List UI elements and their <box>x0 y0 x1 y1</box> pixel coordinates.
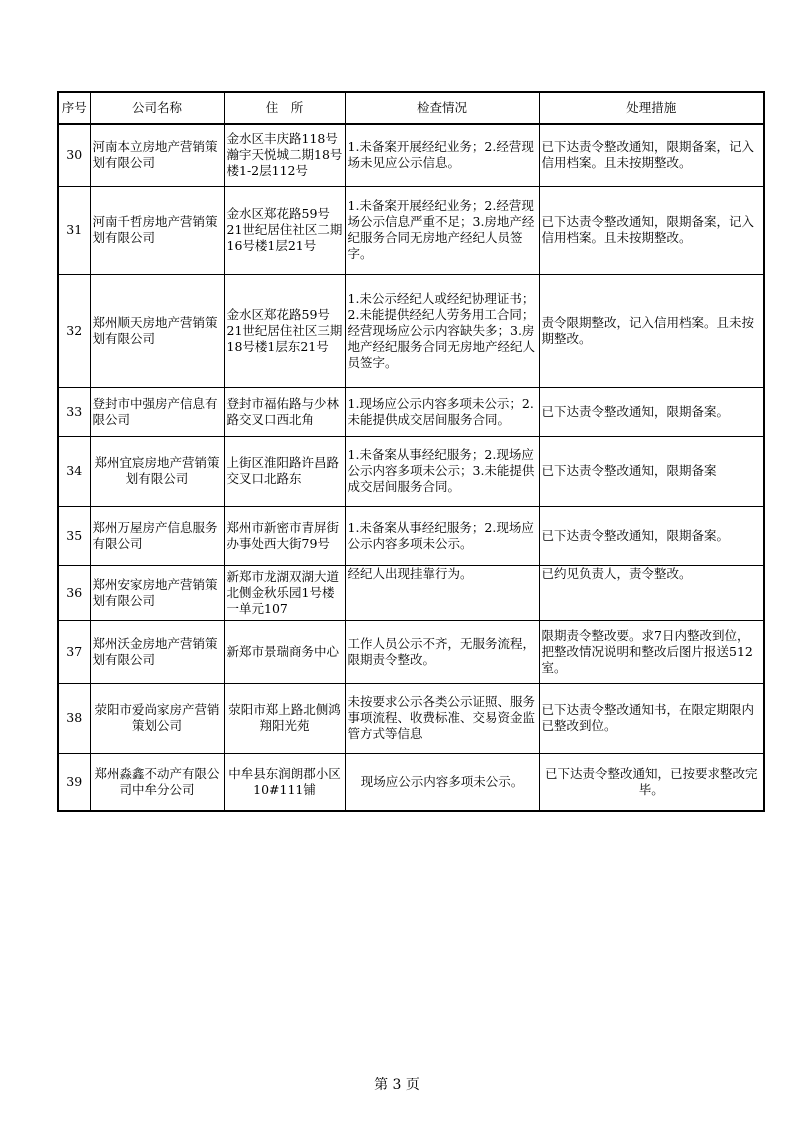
table-row <box>58 387 764 436</box>
row-company-name: 河南千哲房地产营销策划有限公司 <box>90 186 224 274</box>
table-row <box>58 565 764 620</box>
header-measures: 处理措施 <box>539 92 764 124</box>
row-measures: 已下达责令整改通知，限期备案 <box>539 436 764 506</box>
row-company-name: 郑州宜宸房地产营销策划有限公司 <box>90 436 224 506</box>
row-company-name: 郑州安家房地产营销策划有限公司 <box>90 565 224 620</box>
row-seq: 35 <box>58 506 90 565</box>
table-row <box>58 506 764 565</box>
page-number: 第 3 页 <box>374 1077 420 1093</box>
row-inspection: 1.未备案开展经纪业务；2.经营现场公示信息严重不足；3.房地产经纪服务合同无房地产经纪人员签字。 <box>345 186 539 274</box>
row-address: 登封市福佑路与少林路交叉口西北角 <box>224 387 345 436</box>
header-seq: 序号 <box>58 92 90 124</box>
table-row <box>58 274 764 387</box>
row-inspection: 1.未备案从事经纪服务；2.现场应公示内容多项未公示；3.未能提供成交居间服务合同。 <box>345 436 539 506</box>
header-address: 住 所 <box>224 92 345 124</box>
row-seq: 33 <box>58 387 90 436</box>
row-inspection: 工作人员公示不齐，无服务流程，限期责令整改。 <box>345 620 539 683</box>
row-measures: 已下达责令整改通知，限期备案，记入信用档案。且未按期整改。 <box>539 124 764 186</box>
row-inspection: 1.现场应公示内容多项未公示；2.未能提供成交居间服务合同。 <box>345 387 539 436</box>
row-seq: 30 <box>58 124 90 186</box>
row-company-name: 郑州沃金房地产营销策划有限公司 <box>90 620 224 683</box>
row-company-name: 郑州顺天房地产营销策划有限公司 <box>90 274 224 387</box>
row-address: 金水区郑花路59号21世纪居住社区二期16号楼1层21号 <box>224 186 345 274</box>
row-measures: 限期责令整改要。求7日内整改到位，把整改情况说明和整改后图片报送512室。 <box>539 620 764 683</box>
header-inspection: 检查情况 <box>345 92 539 124</box>
row-inspection: 1.未备案开展经纪业务；2.经营现场未见应公示信息。 <box>345 124 539 186</box>
row-measures: 已下达责令整改通知，限期备案，记入信用档案。且未按期整改。 <box>539 186 764 274</box>
row-address: 郑州市新密市青屏街办事处西大街79号 <box>224 506 345 565</box>
row-seq: 37 <box>58 620 90 683</box>
row-measures: 已约见负责人，责令整改。 <box>539 565 764 620</box>
inspection-table <box>57 91 765 812</box>
row-inspection: 1.未公示经纪人或经纪协理证书；2.未能提供经纪人劳务用工合同；经营现场应公示内容缺失多；3.房地产经纪服务合同无房地产经纪人员签字。 <box>345 274 539 387</box>
table-row <box>58 124 764 186</box>
header-company-name: 公司名称 <box>90 92 224 124</box>
row-inspection: 经纪人出现挂靠行为。 <box>345 565 539 620</box>
row-company-name: 登封市中强房产信息有限公司 <box>90 387 224 436</box>
row-measures: 已下达责令整改通知，限期备案。 <box>539 387 764 436</box>
row-address: 上街区淮阳路许昌路交叉口北路东 <box>224 436 345 506</box>
row-inspection: 未按要求公示各类公示证照、服务事项流程、收费标准、交易资金监管方式等信息 <box>345 683 539 753</box>
row-seq: 31 <box>58 186 90 274</box>
row-seq: 36 <box>58 565 90 620</box>
table-header-row <box>58 92 764 124</box>
row-company-name: 荥阳市爱尚家房产营销策划公司 <box>90 683 224 753</box>
row-seq: 34 <box>58 436 90 506</box>
row-measures: 已下达责令整改通知，已按要求整改完毕。 <box>539 753 764 811</box>
table-row <box>58 186 764 274</box>
table-row <box>58 683 764 753</box>
row-address: 新郑市龙湖双湖大道北侧金秋乐园1号楼一单元107 <box>224 565 345 620</box>
row-company-name: 郑州万屋房产信息服务有限公司 <box>90 506 224 565</box>
row-company-name: 河南本立房地产营销策划有限公司 <box>90 124 224 186</box>
row-measures: 责令限期整改，记入信用档案。且未按期整改。 <box>539 274 764 387</box>
row-company-name: 郑州淼鑫不动产有限公司中牟分公司 <box>90 753 224 811</box>
row-measures: 已下达责令整改通知，限期备案。 <box>539 506 764 565</box>
row-address: 金水区郑花路59号21世纪居住社区三期18号楼1层东21号 <box>224 274 345 387</box>
row-address: 中牟县东润朗郡小区10#111铺 <box>224 753 345 811</box>
row-inspection: 1.未备案从事经纪服务；2.现场应公示内容多项未公示。 <box>345 506 539 565</box>
table-row <box>58 620 764 683</box>
row-measures: 已下达责令整改通知书，在限定期限内已整改到位。 <box>539 683 764 753</box>
row-inspection: 现场应公示内容多项未公示。 <box>345 753 539 811</box>
table-row <box>58 436 764 506</box>
row-address: 金水区丰庆路118号瀚宇天悦城二期18号楼1-2层112号 <box>224 124 345 186</box>
row-seq: 39 <box>58 753 90 811</box>
row-seq: 32 <box>58 274 90 387</box>
table-row <box>58 753 764 811</box>
row-seq: 38 <box>58 683 90 753</box>
row-address: 新郑市景瑞商务中心 <box>224 620 345 683</box>
row-address: 荥阳市郑上路北侧鸿翔阳光苑 <box>224 683 345 753</box>
